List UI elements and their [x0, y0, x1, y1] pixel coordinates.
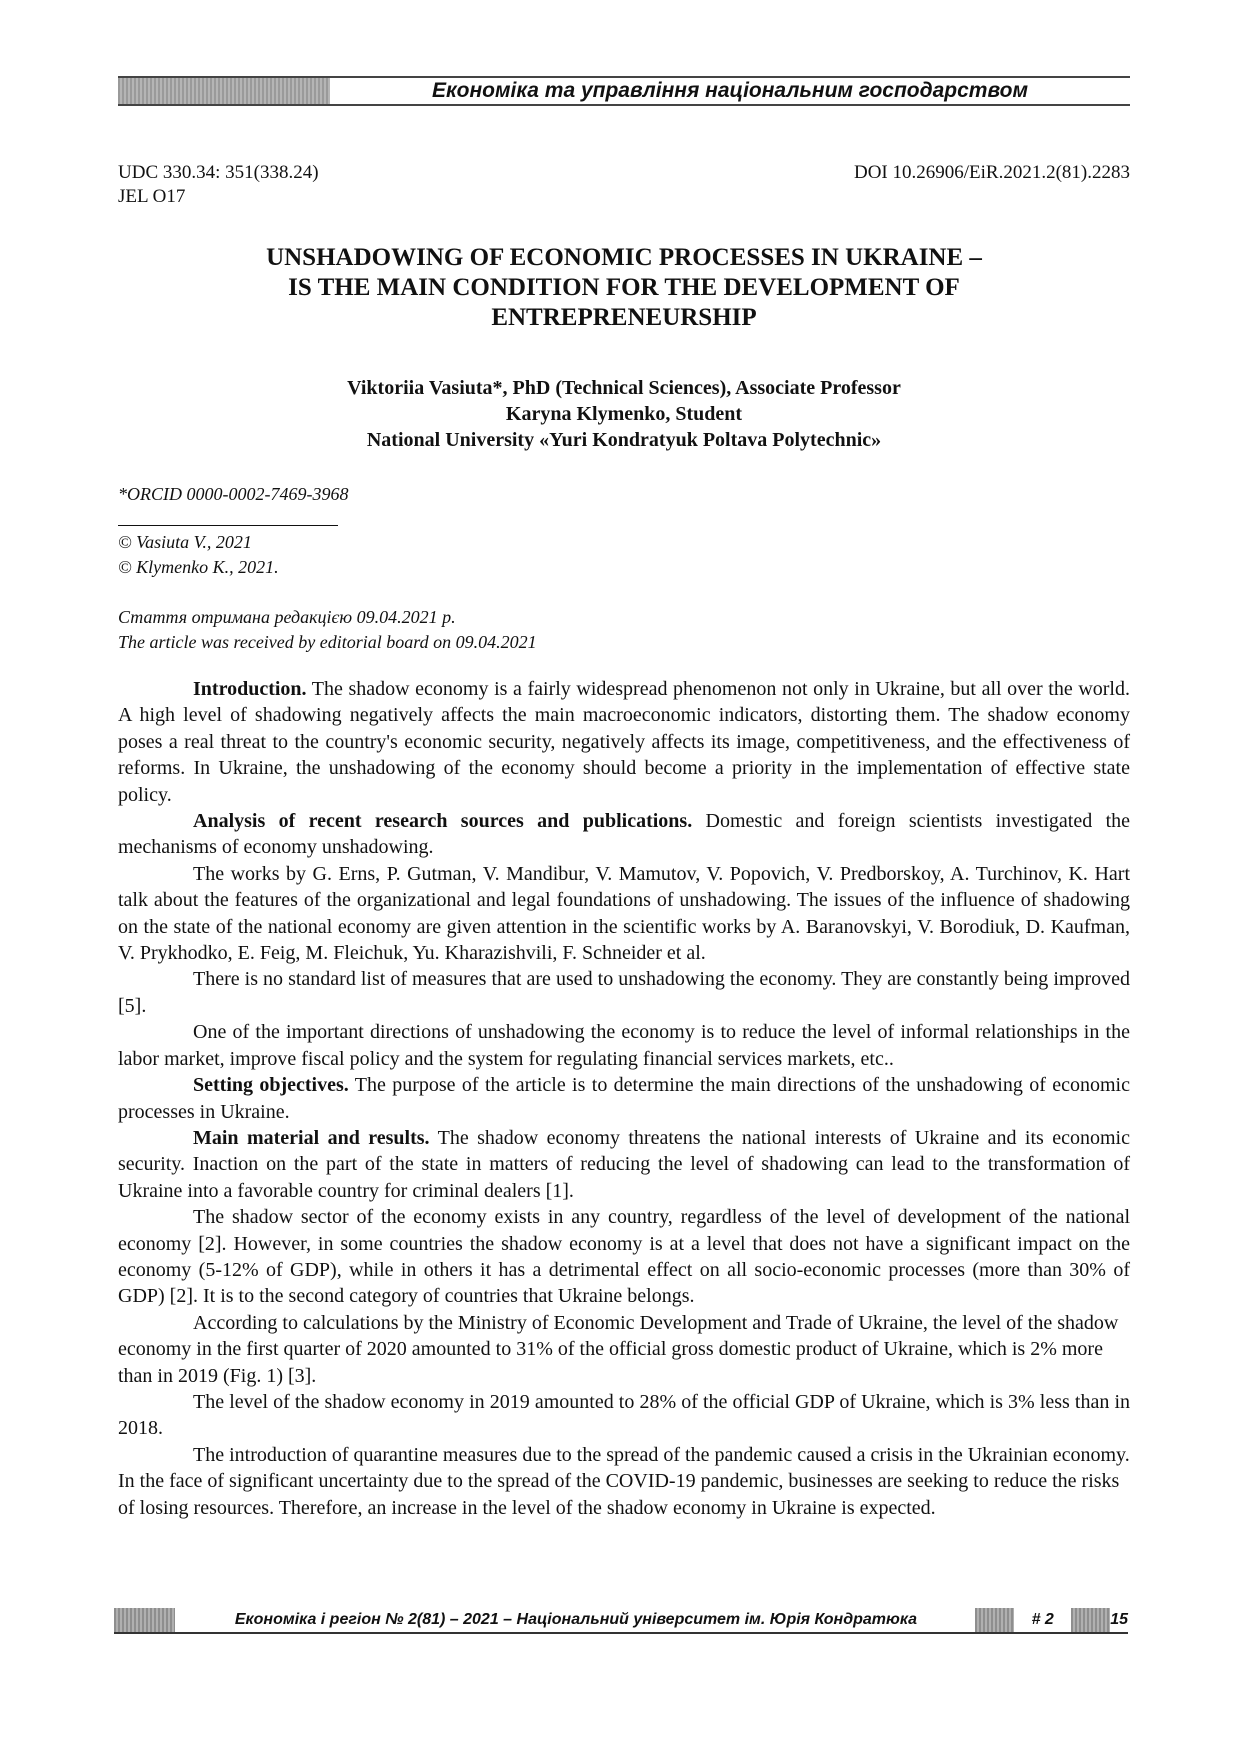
paragraph-objectives	[118, 1072, 1130, 1125]
jel-code: JEL O17	[118, 186, 186, 207]
paragraph: The level of the shadow economy in 2019 amounted to 28% of the official GDP of Ukraine, which is 3% less than in 2018.	[118, 1390, 1130, 1440]
section-heading: Introduction.	[193, 678, 307, 700]
author-2: Karyna Klymenko, Student	[505, 403, 743, 425]
paragraph: According to calculations by the Ministry of Economic Development and Trade of Ukraine, the level of the shadow economy in the first quarter of 2020 amounted to 31% of the official gross domestic product of Ukraine, which is 2% more than in 2019 (Fig. 1) [3].	[118, 1311, 1119, 1387]
section-heading: Setting objectives.	[193, 1074, 349, 1097]
paragraph-analysis	[118, 808, 1130, 861]
copyright-1: © Vasiuta V., 2021	[118, 532, 252, 552]
title-line: ENTREPRENEURSHIP	[491, 304, 757, 331]
paragraph: One of the important directions of unshadowing the economy is to reduce the level of informal relationships in the labor market, improve fiscal policy and the system for regulating financial services markets, etc..	[118, 1021, 1130, 1070]
paragraph: The shadow sector of the economy exists in any country, regardless of the level of development of the national economy [2]. However, in some countries the shadow economy is at a level that does not have a significant impact on the economy (5-12% of GDP), while in others it has a detrimental effect on all socio-economic processes (more than 30% of GDP) [2]. It is to the second category of countries that Ukraine belongs.	[118, 1206, 1130, 1308]
article-title	[118, 243, 1130, 333]
title-line: IS THE MAIN CONDITION FOR THE DEVELOPMENT OF	[288, 274, 960, 301]
header-decor-block	[118, 78, 330, 104]
paragraph-introduction	[118, 676, 1130, 808]
doi: DOI 10.26906/EiR.2021.2(81).2283	[853, 162, 1130, 183]
running-header	[118, 76, 1130, 106]
section-heading: Analysis of recent research sources and publications.	[193, 810, 693, 833]
received-en: The article was received by editorial board on 09.04.2021	[118, 632, 537, 652]
paragraph-text: The shadow economy is a fairly widespread phenomenon not only in Ukraine, but all over the world. A high level of shadowing negatively affects the main macroeconomic indicators, distorting them. The shadow economy poses a real threat to the country's economic security, negatively affects its image, competitiveness, and the effectiveness of reforms. In Ukraine, the unshadowing of the economy should become a priority in the implementation of effective state policy.	[118, 678, 1130, 806]
running-footer	[114, 1608, 1128, 1634]
orcid: *ORCID 0000-0002-7469-3968	[118, 484, 349, 504]
article-body	[118, 676, 1130, 1521]
footer-decor-block	[114, 1608, 175, 1632]
authors-block	[118, 375, 1130, 453]
paragraph-text: The purpose of the article is to determine the main directions of the unshadowing of economic processes in Ukraine.	[118, 1074, 1130, 1123]
title-line: UNSHADOWING OF ECONOMIC PROCESSES IN UKRAINE –	[266, 244, 982, 271]
author-1: Viktoriia Vasiuta*, PhD (Technical Sciences), Associate Professor	[347, 377, 901, 399]
copyrights	[118, 530, 279, 580]
footer-decor-block	[975, 1608, 1014, 1632]
paragraph: The introduction of quarantine measures due to the spread of the pandemic caused a crisis in the Ukrainian economy. In the face of significant uncertainty due to the spread of the COVID-19 pandemic, businesses are seeking to reduce the risks of losing resources. Therefore, an increase in the level of the shadow economy in Ukraine is expected.	[118, 1443, 1130, 1519]
received-ua: Стаття отримана редакцією 09.04.2021 р.	[118, 607, 456, 627]
section-heading: Main material and results.	[193, 1126, 430, 1149]
paragraph-results	[118, 1125, 1130, 1204]
article-meta	[118, 161, 1130, 209]
footer-issue: # 2	[1031, 1611, 1054, 1628]
paragraph: There is no standard list of measures that are used to unshadowing the economy. They are constantly being improved [5].	[118, 968, 1130, 1017]
header-title: Економіка та управління національним господарством	[432, 79, 1028, 102]
paragraph-text: The shadow economy threatens the national interests of Ukraine and its economic security. Inaction on the part of the state in matters of reducing the level of shadowing can lead to the transformation of Ukraine into a favorable country for criminal dealers [1].	[118, 1126, 1130, 1202]
received-note	[118, 605, 537, 655]
page-number: 15	[1110, 1611, 1128, 1628]
paragraph-text: Domestic and foreign scientists investigated the mechanisms of economy unshadowing.	[118, 810, 1130, 859]
udc-code: UDC 330.34: 351(338.24)	[118, 162, 319, 183]
paragraph: The works by G. Erns, P. Gutman, V. Mandibur, V. Mamutov, V. Popovich, V. Predborskoy, A. Turchinov, K. Hart talk about the features of the organizational and legal foundations of unshadowing. The issues of the influence of shadowing on the state of the national economy are given attention in the scientific works by A. Baranovskyi, V. Borodiuk, D. Kaufman, V. Prykhodko, E. Feig, M. Fleichuk, Yu. Kharazishvili, F. Schneider et al.	[118, 862, 1130, 965]
footer-decor-block	[1071, 1608, 1110, 1632]
footer-journal: Економіка і регіон № 2(81) – 2021 – Національний університет ім. Юрія Кондратюка	[234, 1611, 918, 1628]
affiliation: National University «Yuri Kondratyuk Poltava Polytechnic»	[366, 429, 882, 451]
separator-line	[118, 525, 338, 526]
copyright-2: © Klymenko K., 2021.	[118, 557, 279, 577]
